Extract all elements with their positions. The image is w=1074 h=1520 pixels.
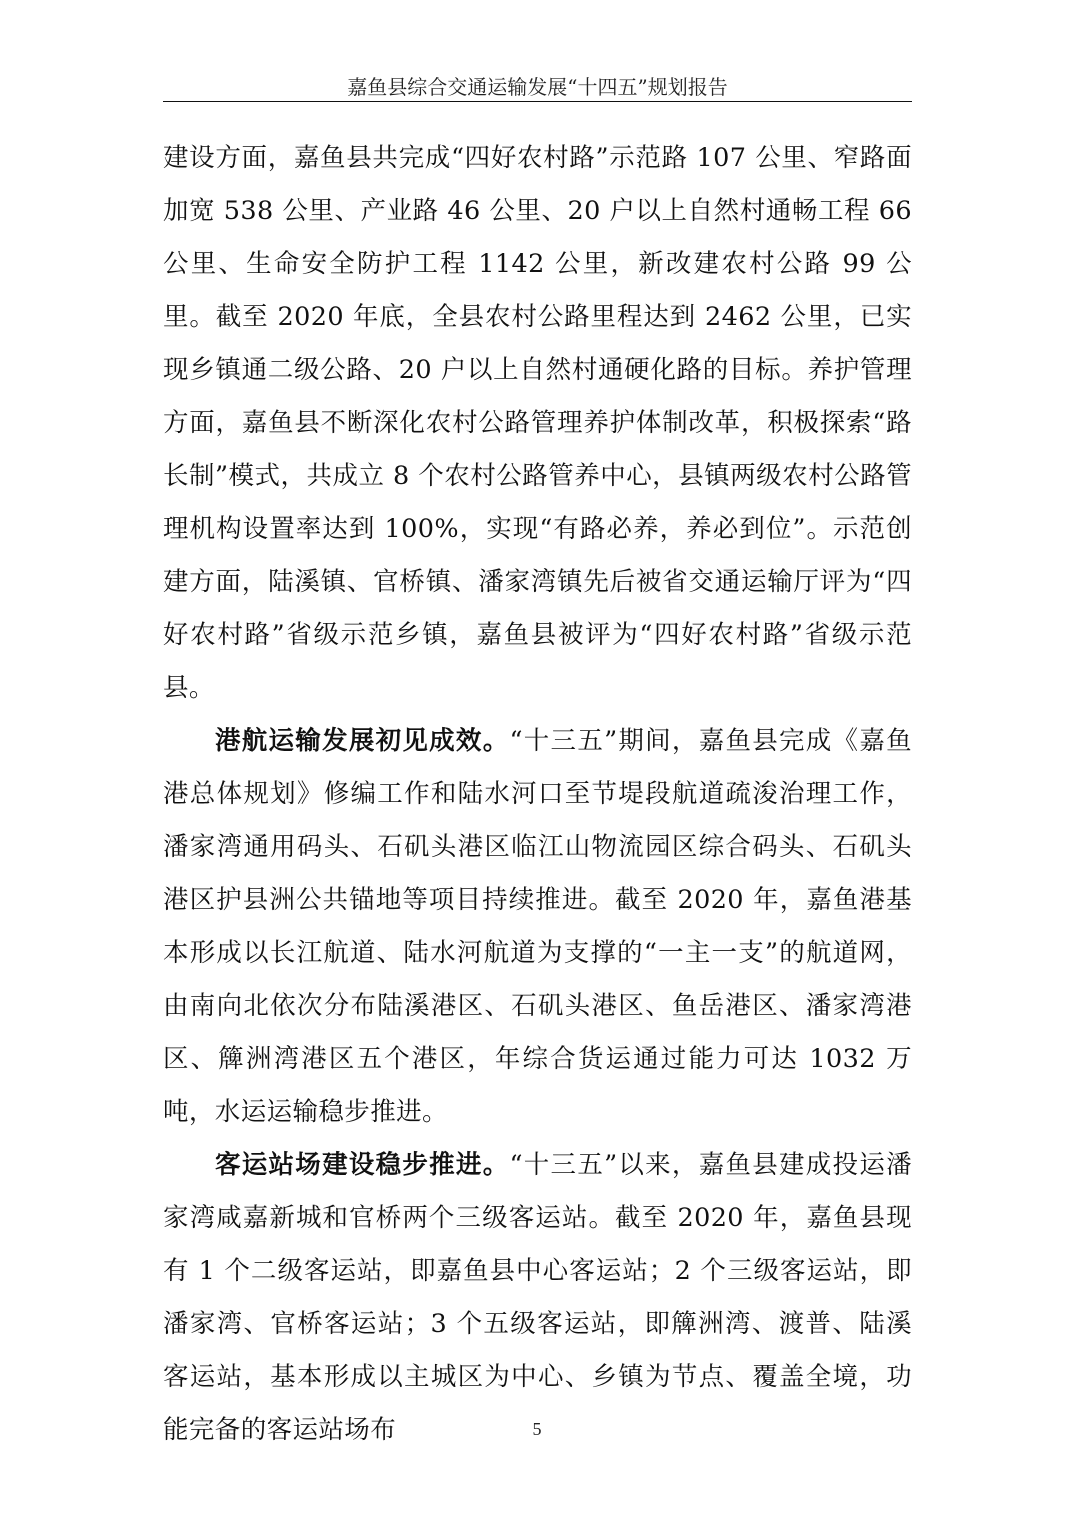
paragraph-rural-roads [163, 132, 912, 715]
paragraph-port-shipping-lead: 港航运输发展初见成效。 [215, 726, 510, 756]
paragraph-passenger-stations [163, 1139, 912, 1457]
header-divider [163, 101, 912, 102]
page-number: 5 [532, 1419, 542, 1439]
paragraph-port-shipping-text: “十三五”期间，嘉鱼县完成《嘉鱼港总体规划》修编工作和陆水河口至节堤段航道疏浚治理工作，潘家湾通用码头、石矶头港区临江山物流园区综合码头、石矶头港区护县洲公共锚地等项目持续推进。截至 2020 年，嘉鱼港基本形成以长江航道、陆水河航道为支撑的“一主一支”的航道网，由南向北依次分布陆溪港区、石矶头港区、鱼岳港区、潘家湾港区、簰洲湾港区五个港区，年综合货运通过能力可达 1032 万吨，水运运输稳步推进。 [163, 726, 912, 1127]
paragraph-port-shipping [163, 715, 912, 1139]
paragraph-passenger-stations-text: “十三五”以来，嘉鱼县建成投运潘家湾咸嘉新城和官桥两个三级客运站。截至 2020 年，嘉鱼县现有 1 个二级客运站，即嘉鱼县中心客运站；2 个三级客运站，即潘家湾、官桥客运站；3 个五级客运站，即簰洲湾、渡普、陆溪客运站，基本形成以主城区为中心、乡镇为节点、覆盖全境，功能完备的客运站场布 [163, 1150, 912, 1445]
paragraph-rural-roads-text: 建设方面，嘉鱼县共完成“四好农村路”示范路 107 公里、窄路面加宽 538 公里、产业路 46 公里、20 户以上自然村通畅工程 66 公里、生命安全防护工程 1142 公里，新改建农村公路 99 公里。截至 2020 年底，全县农村公路里程达到 2462 公里，已实现乡镇通二级公路、20 户以上自然村通硬化路的目标。养护管理方面，嘉鱼县不断深化农村公路管理养护体制改革，积极探索“路长制”模式，共成立 8 个农村公路管养中心，县镇两级农村公路管理机构设置率达到 100%，实现“有路必养，养必到位”。示范创建方面，陆溪镇、官桥镇、潘家湾镇先后被省交通运输厅评为“四好农村路”省级示范乡镇，嘉鱼县被评为“四好农村路”省级示范县。 [163, 143, 912, 703]
paragraph-passenger-stations-lead: 客运站场建设稳步推进。 [215, 1150, 510, 1180]
running-header: 嘉鱼县综合交通运输发展“十四五”规划报告 [347, 75, 728, 99]
document-body [163, 132, 912, 1457]
